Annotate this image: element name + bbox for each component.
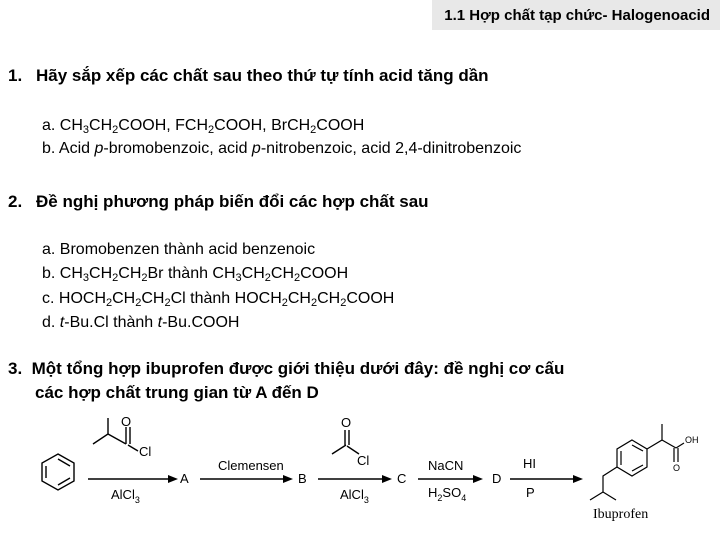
intermediate-A: A [180, 471, 189, 486]
step-3-catalyst: AlCl$_3$ [340, 487, 369, 505]
question-2 [8, 192, 429, 212]
question-1-text: Hãy sắp xếp các chất sau theo thứ tự tính acid tăng dần [36, 66, 489, 85]
reagent-2-chlorine: Cl [357, 453, 370, 468]
intermediate-C: C [397, 471, 407, 486]
question-2-text: Đề nghị phương pháp biến đổi các hợp chất sau [36, 192, 429, 211]
acetyl-chloride-structure [332, 430, 359, 454]
reagent-1-oxygen: O [121, 414, 132, 429]
question-2-item-a: a. Bromobenzen thành acid benzenoic [42, 241, 316, 258]
step-4-acid: $H_2SO_4$ [428, 485, 467, 503]
ibuprofen-hydroxyl: OH [685, 435, 699, 445]
slide-header [432, 0, 720, 30]
reagent-2-oxygen: O [341, 415, 352, 430]
question-1 [8, 66, 489, 86]
ibuprofen-label: Ibuprofen [593, 507, 649, 522]
question-3-line1: Một tổng hợp ibuprofen được giới thiệu dưới đây: đề nghị cơ cấu [31, 359, 565, 378]
step-1-catalyst: AlCl$_3$ [111, 487, 140, 505]
question-1-number: 1. [8, 66, 23, 85]
reagent-1-chlorine: Cl [139, 444, 152, 459]
intermediate-B: B [298, 471, 307, 486]
ibuprofen-structure [590, 424, 684, 500]
question-2-number: 2. [8, 192, 23, 211]
question-3-line2: các hợp chất trung gian từ A đến D [35, 383, 319, 402]
question-2-item-d: d. t-Bu.Cl thành t-Bu.COOH [42, 314, 240, 331]
question-2-item-b: b. $CH_3CH_2CH_2Br$ thành $CH_3CH_2CH_2COOH$ [42, 265, 349, 284]
intermediate-D: D [492, 471, 502, 486]
question-3-number: 3. [8, 359, 23, 378]
question-3 [8, 357, 564, 405]
step-4-reagent: NaCN [428, 458, 464, 473]
ibuprofen-oxygen: O [673, 463, 681, 473]
benzene-structure [42, 454, 74, 490]
slide-title: 1.1 Hợp chất tạp chức- Halogenoacid [444, 6, 710, 24]
isobutyryl-chloride-structure [93, 418, 138, 451]
question-1-item-a: a. $CH_3CH_2COOH$, $FCH_2COOH$, BrCH$_2$COOH [42, 117, 365, 136]
step-5-catalyst: P [526, 485, 535, 500]
step-5-reagent: HI [523, 456, 536, 471]
question-1-item-b: b. Acid p-bromobenzoic, acid p-nitrobenzoic, acid 2,4-dinitrobenzoic [42, 140, 522, 157]
question-2-item-c: c. $HOCH_2CH_2CH_2Cl$ thành $HOCH_2CH_2CH_2COOH$ [42, 290, 395, 309]
step-2-reagent: Clemensen [218, 458, 284, 473]
